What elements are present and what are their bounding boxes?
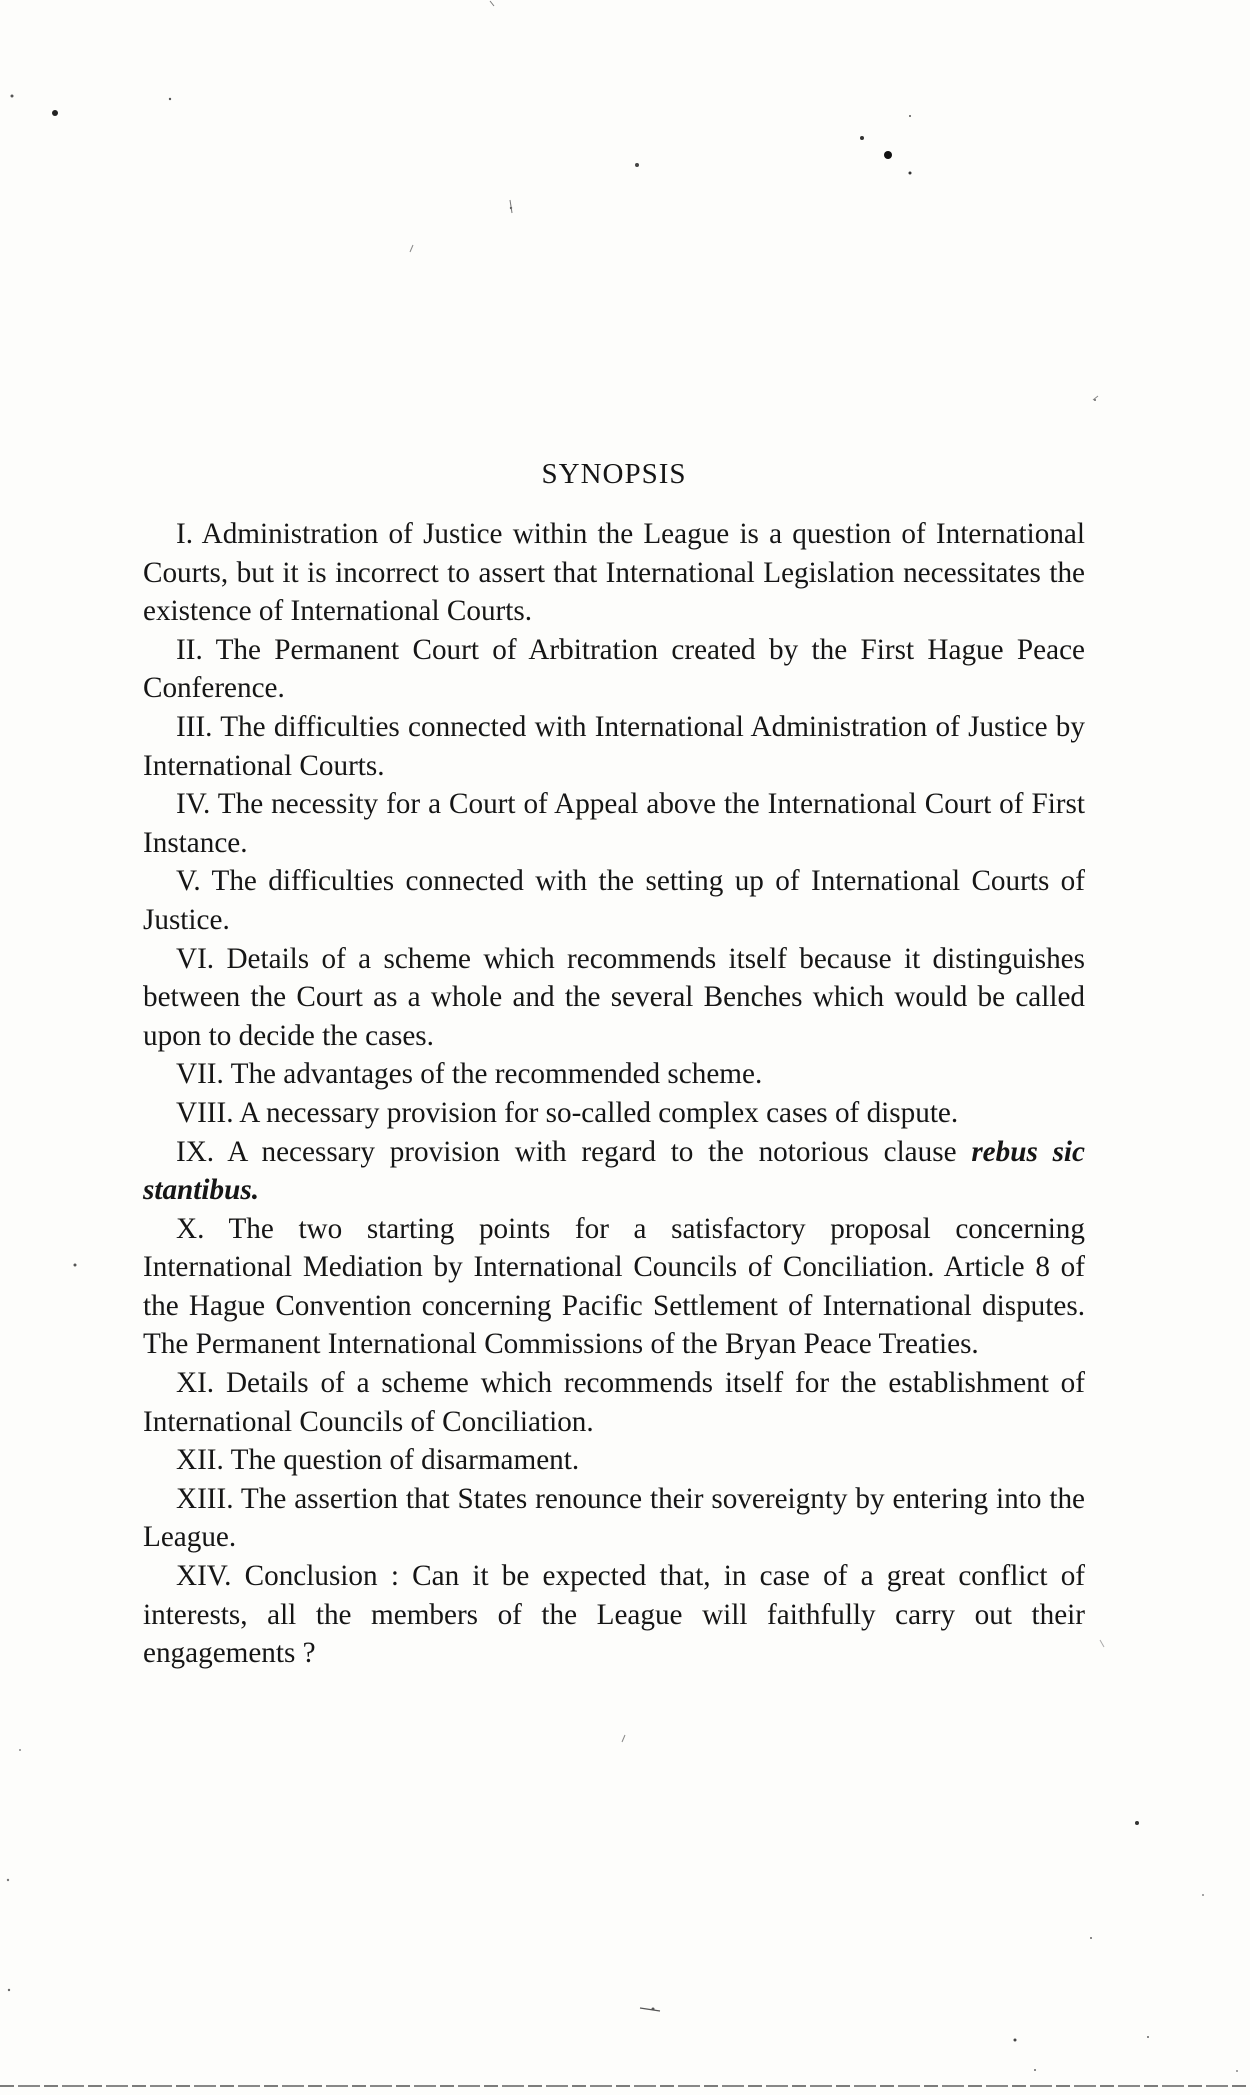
synopsis-item-9 — [143, 1133, 1085, 1210]
item-number: X. — [176, 1212, 205, 1245]
item-number: XIII. — [176, 1482, 234, 1515]
item-number: IV. — [176, 788, 211, 821]
synopsis-item-1 — [143, 515, 1085, 631]
latin-clause: rebus sic stantibus. — [143, 1135, 1085, 1207]
item-text: The assertion that States renounce their sovereignty by entering into the League. — [143, 1482, 1085, 1554]
synopsis-item-10 — [143, 1210, 1085, 1364]
item-number: II. — [176, 633, 203, 666]
synopsis-item-12 — [143, 1441, 1085, 1480]
item-number: I. — [176, 518, 194, 550]
synopsis-item-6 — [143, 940, 1085, 1056]
bottom-edge-rule — [0, 2085, 1250, 2087]
item-number: III. — [176, 710, 213, 743]
synopsis-item-11 — [143, 1364, 1085, 1441]
item-text: The two starting points for a satisfactory proposal concerning International Mediation by International Councils of Conciliation. Article 8 of the Hague Convention concerning Pacific Settlement of International disputes. The Permanent International Commissions of the Bryan Peace Treaties. — [143, 1212, 1085, 1361]
synopsis-item-5 — [143, 862, 1085, 939]
synopsis-item-4 — [143, 785, 1085, 862]
item-text: The difficulties connected with International Administration of Justice by International Courts. — [143, 710, 1085, 782]
item-text: The advantages of the recommended scheme. — [230, 1058, 763, 1091]
item-text: A necessary provision with regard to the notorious clause — [227, 1135, 957, 1168]
synopsis-item-14 — [143, 1557, 1085, 1673]
item-text: Administration of Justice within the League is a question of International Courts, but it is incorrect to assert that International Legislation necessitates the existence of International Courts. — [143, 518, 1085, 628]
synopsis-item-13 — [143, 1480, 1085, 1557]
item-number: VI. — [176, 942, 215, 975]
item-text: The difficulties connected with the setting up of International Courts of Justice. — [143, 865, 1085, 936]
synopsis-content — [143, 452, 1085, 1673]
item-number: IX. — [176, 1135, 215, 1168]
item-number: V. — [176, 865, 201, 898]
item-number: XII. — [176, 1444, 224, 1477]
item-text: The necessity for a Court of Appeal above the International Court of First Instance. — [143, 788, 1085, 859]
item-text: A necessary provision for so-called complex cases of dispute. — [239, 1096, 959, 1129]
item-text: Details of a scheme which recommends itself for the establishment of International Councils of Conciliation. — [143, 1367, 1085, 1438]
item-number: XI. — [176, 1367, 215, 1400]
synopsis-item-7 — [143, 1055, 1085, 1094]
item-number: VIII. — [176, 1096, 234, 1129]
item-number: XIV. — [176, 1560, 232, 1593]
item-text: Details of a scheme which recommends itself because it distinguishes between the Court as a whole and the several Benches which would be called upon to decide the cases. — [143, 942, 1085, 1052]
item-text: Conclusion : Can it be expected that, in case of a great conflict of interests, all the members of the League will faithfully carry out their engagements ? — [143, 1560, 1086, 1670]
synopsis-item-3 — [143, 708, 1085, 785]
synopsis-item-8 — [143, 1094, 1085, 1133]
synopsis-item-2 — [143, 631, 1085, 708]
item-number: VII. — [176, 1058, 224, 1091]
item-text: The question of disarmament. — [230, 1444, 580, 1477]
page-title: SYNOPSIS — [541, 458, 687, 490]
item-text: The Permanent Court of Arbitration created by the First Hague Peace Conference. — [143, 633, 1085, 705]
